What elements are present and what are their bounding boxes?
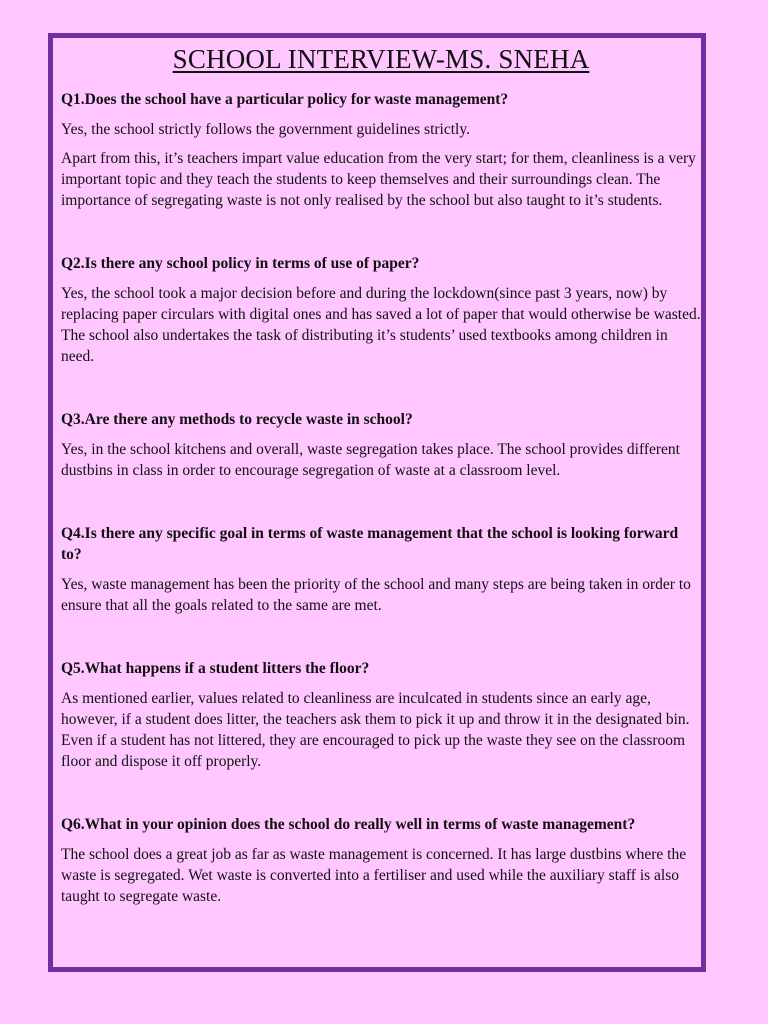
qa-block-1 xyxy=(61,89,701,211)
answer-3: Yes, in the school kitchens and overall, waste segregation takes place. The school provides different dustbins in class in order to encourage segregation of waste at a classroom level. xyxy=(61,441,680,479)
answer-6: The school does a great job as far as waste management is concerned. It has large dustbins where the waste is segregated. Wet waste is converted into a fertiliser and used while the auxiliary staff is also taught to segregate waste. xyxy=(61,846,687,905)
answer-1-para-1: Yes, the school strictly follows the government guidelines strictly. xyxy=(61,121,470,138)
answer-2: Yes, the school took a major decision before and during the lockdown(since past 3 years, now) by replacing paper circulars with digital ones and has saved a lot of paper that would otherwise be wasted. The school also undertakes the task of distributing it’s students’ used textbooks among children in need. xyxy=(61,285,701,365)
qa-block-4 xyxy=(61,523,701,616)
question-5: Q5.What happens if a student litters the floor? xyxy=(61,660,370,677)
question-1: Q1.Does the school have a particular policy for waste management? xyxy=(61,91,509,108)
question-3: Q3.Are there any methods to recycle waste in school? xyxy=(61,411,413,428)
question-2: Q2.Is there any school policy in terms of use of paper? xyxy=(61,255,420,272)
question-6: Q6.What in your opinion does the school do really well in terms of waste management? xyxy=(61,816,636,833)
answer-4: Yes, waste management has been the priority of the school and many steps are being taken in order to ensure that all the goals related to the same are met. xyxy=(61,576,691,614)
qa-block-2 xyxy=(61,253,701,367)
answer-5: As mentioned earlier, values related to cleanliness are inculcated in students since an early age, however, if a student does litter, the teachers ask them to pick it up and throw it in the designated bin. Even if a student has not littered, they are encouraged to pick up the waste they see on the classroom floor and dispose it off properly. xyxy=(61,690,690,770)
document-body xyxy=(61,42,701,915)
question-4: Q4.Is there any specific goal in terms of waste management that the school is looking forward to? xyxy=(61,525,679,563)
qa-block-5 xyxy=(61,658,701,772)
answer-1-para-2: Apart from this, it’s teachers impart value education from the very start; for them, cleanliness is a very important topic and they teach the students to keep themselves and their surroundings clean. The importance of segregating waste is not only realised by the school but also taught to it’s students. xyxy=(61,150,696,209)
page-title: SCHOOL INTERVIEW-MS. SNEHA xyxy=(172,44,590,74)
qa-block-3 xyxy=(61,409,701,481)
qa-block-6 xyxy=(61,814,701,907)
